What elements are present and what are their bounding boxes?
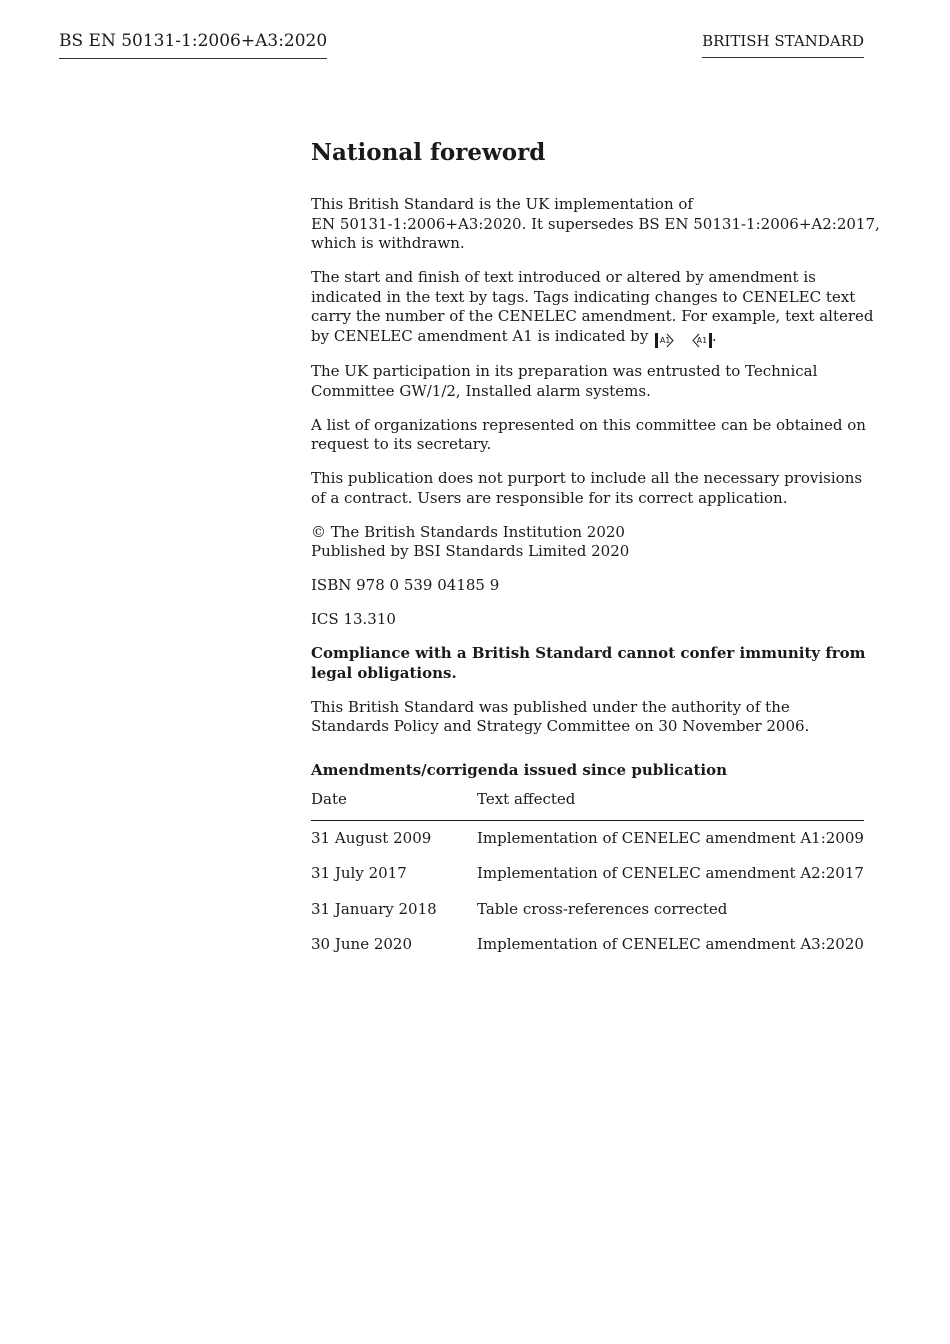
paragraph-participation	[311, 362, 867, 401]
cell-date: 30 June 2020	[311, 935, 413, 953]
series-label: BRITISH STANDARD	[702, 31, 864, 58]
cell-text-affected: Implementation of CENELEC amendment A2:2017	[477, 864, 864, 882]
column-header-text-affected: Text affected	[477, 790, 864, 820]
paragraph-compliance	[311, 644, 867, 683]
table-row	[311, 892, 864, 928]
amendment-tag-label: A1	[659, 335, 671, 345]
text-line: carry the number of the CENELEC amendment. For example, text altered	[311, 307, 874, 325]
text-line: request to its secretary.	[311, 435, 492, 453]
paragraph-implementation	[311, 195, 880, 254]
text-line: The UK participation in its preparation was entrusted to Technical	[311, 362, 818, 380]
paragraph-copyright	[311, 523, 867, 562]
text-line: This British Standard was published under the authority of the	[311, 697, 790, 716]
cell-date: 31 August 2009	[311, 828, 432, 847]
tags-line-prefix: by CENELEC amendment A1 is indicated by	[311, 326, 649, 345]
main-content	[311, 137, 880, 963]
paragraph-tags	[311, 268, 874, 348]
text-line: This British Standard is the UK implementation of	[311, 195, 693, 213]
amendment-end-tag-icon	[691, 333, 712, 348]
text-line: Published by BSI Standards Limited 2020	[311, 542, 630, 560]
document-id: BS EN 50131-1:2006+A3:2020	[59, 30, 327, 59]
text-line: of a contract. Users are responsible for its correct application.	[311, 488, 788, 507]
table-row	[311, 820, 864, 856]
ics-code: ICS 13.310	[311, 610, 396, 628]
text-line: The start and finish of text introduced or altered by amendment is	[311, 268, 816, 286]
text-line: which is withdrawn.	[311, 234, 465, 252]
amendments-table	[311, 790, 864, 963]
amendments-table-title: Amendments/corrigenda issued since publication	[311, 760, 727, 779]
paragraph-isbn	[311, 576, 867, 596]
page-title: National foreword	[311, 139, 546, 166]
text-line: This publication does not purport to include all the necessary provisions	[311, 469, 863, 487]
table-row	[311, 856, 864, 892]
cell-date: 31 July 2017	[311, 864, 407, 882]
table-header-row	[311, 790, 864, 820]
column-header-date: Date	[311, 790, 477, 820]
text-line: Committee GW/1/2, Installed alarm systems.	[311, 381, 651, 400]
text-line: Compliance with a British Standard cannot confer immunity from	[311, 644, 866, 662]
amendment-tag-label: A1	[696, 335, 708, 345]
paragraph-ics	[311, 610, 867, 630]
text-line	[311, 327, 867, 348]
paragraph-authority	[311, 698, 867, 737]
paragraph-committee-list	[311, 416, 867, 455]
tags-line-suffix: .	[711, 326, 717, 345]
cell-text-affected: Implementation of CENELEC amendment A3:2020	[477, 935, 864, 953]
isbn: ISBN 978 0 539 04185 9	[311, 576, 500, 594]
text-line: legal obligations.	[311, 663, 457, 682]
text-line: EN 50131-1:2006+A3:2020. It supersedes BS EN 50131-1:2006+A2:2017,	[311, 214, 880, 233]
cell-date: 31 January 2018	[311, 899, 437, 918]
cell-text-affected: Table cross-references corrected	[477, 899, 728, 918]
text-line: Standards Policy and Strategy Committee on 30 November 2006.	[311, 717, 810, 735]
text-line: A list of organizations represented on this committee can be obtained on	[311, 415, 866, 434]
paragraph-contract	[311, 469, 867, 508]
cell-text-affected: Implementation of CENELEC amendment A1:2009	[477, 828, 864, 847]
text-line: indicated in the text by tags. Tags indicating changes to CENELEC text	[311, 287, 856, 306]
amendment-start-tag-icon	[655, 333, 676, 348]
text-line: © The British Standards Institution 2020	[311, 522, 625, 541]
table-row	[311, 927, 864, 963]
